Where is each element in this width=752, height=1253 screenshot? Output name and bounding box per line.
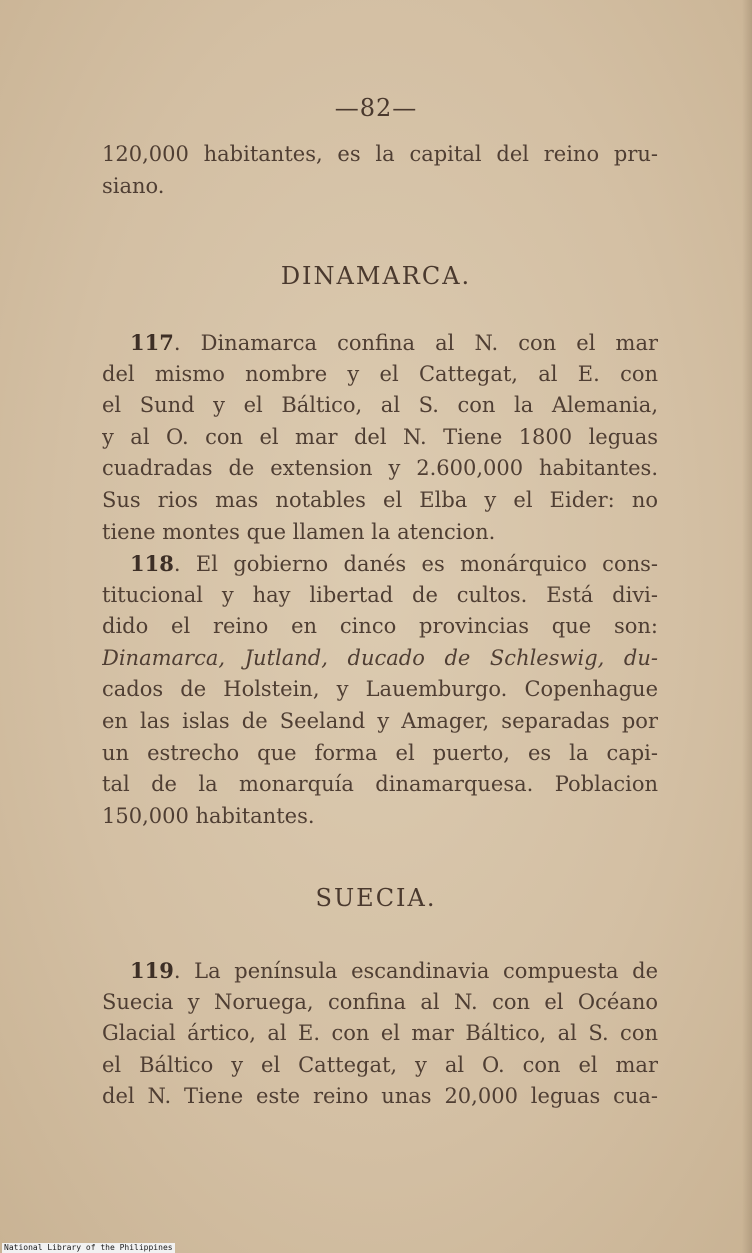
- text-line: cados de Holstein, y Lauemburgo. Copenhague: [102, 677, 658, 702]
- text-line: 120,000 habitantes, es la capital del reino pru-: [102, 142, 658, 166]
- paragraph-number: 117: [130, 330, 174, 355]
- text-line: un estrecho que forma el puerto, es la capi-: [102, 740, 658, 765]
- text-line: 150,000 habitantes.: [102, 803, 315, 828]
- text-line: tiene montes que llamen la atencion.: [102, 519, 496, 544]
- page-number: —82—: [334, 94, 418, 122]
- text-line: tal de la monarquía dinamarquesa. Poblacion: [102, 772, 658, 797]
- page-edge-shadow: [742, 0, 752, 1253]
- paragraph-number: 119: [130, 958, 174, 983]
- intro-paragraph: [102, 139, 658, 202]
- text-line: el Sund y el Báltico, al S. con la Alemania,: [102, 393, 658, 418]
- text-line: cuadradas de extension y 2.600,000 habitantes.: [102, 456, 658, 481]
- text-line-content: Dinamarca confina al N. con el mar: [200, 331, 658, 355]
- text-line: Suecia y Noruega, confina al N. con el Océano: [102, 989, 658, 1014]
- text-line: 117. Dinamarca confina al N. con el mar: [130, 330, 658, 355]
- text-line: Glacial ártico, al E. con el mar Báltico, al S. con: [102, 1021, 658, 1046]
- text-line: 119. La península escandinavia compuesta de: [130, 958, 658, 983]
- paragraph-118: [102, 548, 658, 832]
- section-heading-dinamarca: DINAMARCA.: [280, 262, 472, 290]
- paragraph-117: [102, 327, 658, 548]
- text-line: siano.: [102, 173, 165, 198]
- text-line: en las islas de Seeland y Amager, separadas por: [102, 708, 658, 733]
- paragraph-number: 118: [130, 551, 174, 576]
- library-watermark: National Library of the Philippines: [4, 1243, 173, 1252]
- paragraph-119: [102, 955, 658, 1113]
- section-heading-suecia: SUECIA.: [315, 884, 437, 912]
- text-line-content: El gobierno danés es monárquico cons-: [195, 552, 658, 576]
- text-line-content: La península escandinavia compuesta de: [194, 959, 658, 983]
- text-line: y al O. con el mar del N. Tiene 1800 leguas: [102, 424, 658, 449]
- text-line: 118. El gobierno danés es monárquico cons-: [130, 551, 658, 576]
- text-line: Dinamarca, Jutland, ducado de Schleswig, du-: [102, 645, 658, 670]
- text-line: el Báltico y el Cattegat, y al O. con el mar: [102, 1052, 658, 1077]
- text-line: del N. Tiene este reino unas 20,000 leguas cua-: [102, 1084, 658, 1109]
- text-line: dido el reino en cinco provincias que son:: [102, 614, 658, 639]
- text-line: Sus rios mas notables el Elba y el Eider: no: [102, 487, 658, 512]
- text-line: del mismo nombre y el Cattegat, al E. con: [102, 361, 658, 386]
- text-line: titucional y hay libertad de cultos. Está divi-: [102, 582, 658, 607]
